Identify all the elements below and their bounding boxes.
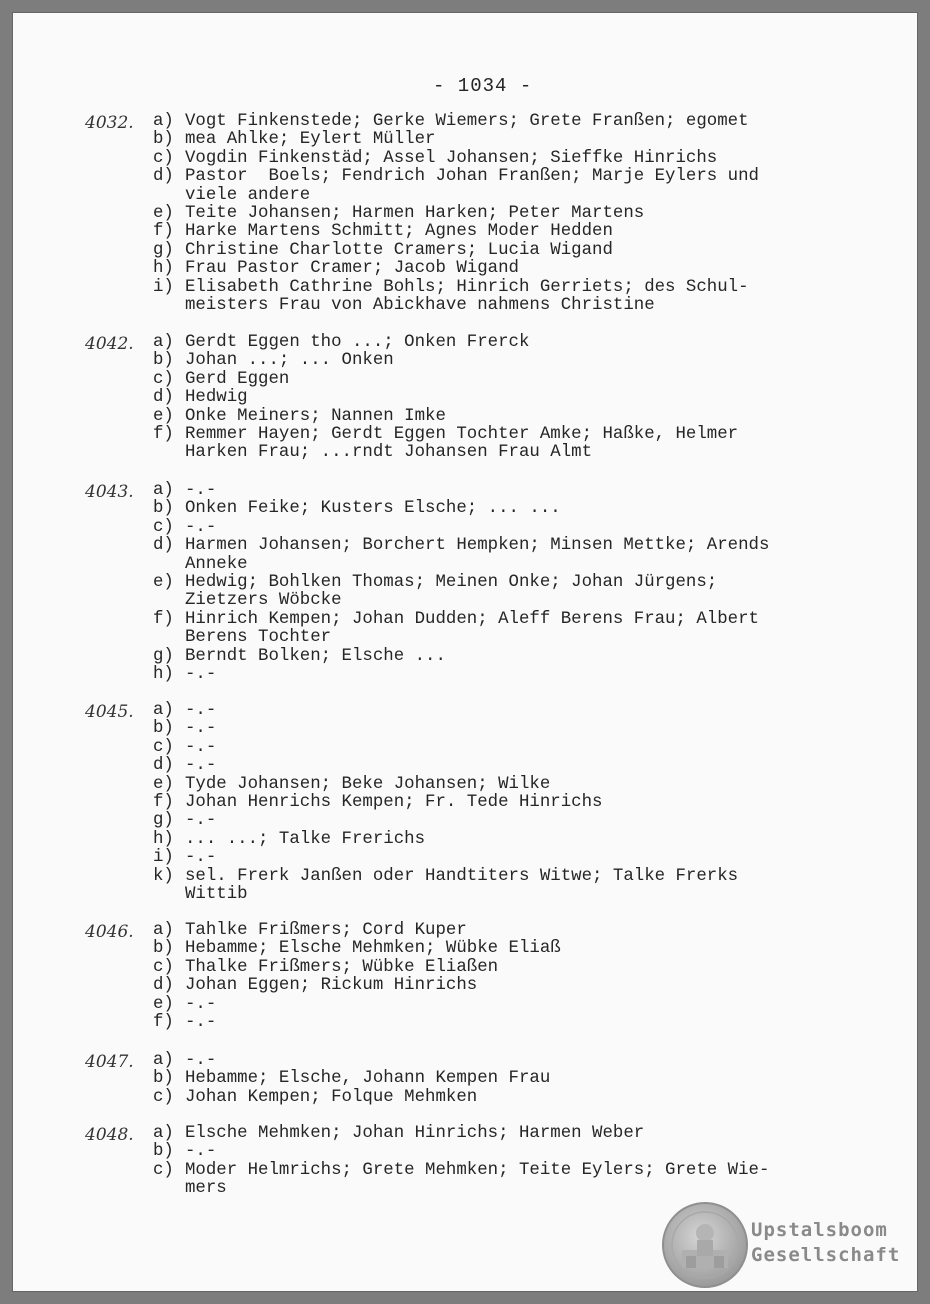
- entry-line: [13, 831, 917, 849]
- entry-line-letter: a): [153, 1124, 174, 1143]
- entry-number: 4046.: [85, 922, 134, 942]
- entry-line-letter: e): [153, 573, 174, 592]
- entry-line-text: Pastor Boels; Fendrich Johan Franßen; Marje Eylers und: [185, 167, 759, 187]
- entry-line-letter: h): [153, 665, 174, 684]
- entry-line-text: -.-: [185, 481, 217, 500]
- entry-line-text: Onken Feike; Kusters Elsche; ... ...: [185, 499, 561, 519]
- entry-number: 4042.: [85, 334, 134, 354]
- entry-line-text: Wittib: [185, 885, 248, 904]
- entry-line-letter: c): [153, 957, 174, 977]
- entry-line-text: -.-: [185, 665, 217, 684]
- entry-line-text: mers: [185, 1179, 227, 1199]
- entry-line-text: Johan Kempen; Folque Mehmken: [185, 1087, 478, 1107]
- entry-line-text: -.-: [185, 719, 217, 739]
- entry-line-letter: g): [153, 240, 174, 260]
- entry-line: [13, 1125, 917, 1143]
- entry-line: [13, 537, 917, 555]
- entry-line-text: -.-: [185, 811, 217, 831]
- entry-line-letter: f): [153, 222, 174, 242]
- entry-line-text: Onke Meiners; Nannen Imke: [185, 406, 446, 426]
- page-number: - 1034 -: [433, 75, 533, 97]
- entry-line-letter: c): [153, 1087, 174, 1107]
- entry-line-text: Moder Helmrichs; Grete Mehmken; Teite Eylers; Grete Wie-: [185, 1160, 770, 1180]
- entry-line-text: Berens Tochter: [185, 628, 332, 648]
- entry-line-letter: f): [153, 793, 174, 812]
- entry-line-text: Johan ...; ... Onken: [185, 351, 394, 371]
- entry-line: [13, 1014, 917, 1032]
- entry-line: [13, 794, 917, 812]
- entry-line-letter: i): [153, 848, 174, 868]
- entry-line: [13, 113, 917, 131]
- entry-line-text: -.-: [185, 1051, 217, 1070]
- entry-line-letter: g): [153, 646, 174, 666]
- entry-line-text: Christine Charlotte Cramers; Lucia Wigand: [185, 240, 613, 260]
- entry-line-letter: k): [153, 866, 174, 886]
- entry-line: [13, 611, 917, 629]
- entry-line: [13, 389, 917, 407]
- entry-line: [13, 666, 917, 684]
- entry-line: [13, 131, 917, 149]
- entry-line: [13, 556, 917, 574]
- entry-line-letter: d): [153, 756, 174, 776]
- seal-logo-icon: [660, 1200, 750, 1290]
- entry-line: [13, 940, 917, 958]
- entry-line-text: Berndt Bolken; Elsche ...: [185, 646, 446, 666]
- entry-line: [13, 812, 917, 830]
- entry-line-letter: a): [153, 701, 174, 720]
- entry-line: [13, 242, 917, 260]
- entry-line-text: ... ...; Talke Frerichs: [185, 829, 426, 849]
- entry-line-text: -.-: [185, 1142, 217, 1162]
- entry-line: [13, 959, 917, 977]
- logo-line-2: Gesellschaft: [751, 1244, 901, 1266]
- entry-line: [13, 1143, 917, 1161]
- entry-line-letter: a): [153, 1051, 174, 1070]
- entry-line-text: Harke Martens Schmitt; Agnes Moder Hedden: [185, 222, 613, 242]
- entry-line-text: Gerdt Eggen tho ...; Onken Frerck: [185, 333, 530, 352]
- entry-line-letter: a): [153, 333, 174, 352]
- entry-number: 4045.: [85, 702, 134, 722]
- entry-line-text: -.-: [185, 737, 217, 757]
- entry-line-letter: a): [153, 112, 174, 131]
- entry-number: 4048.: [85, 1125, 134, 1145]
- entry-line-letter: c): [153, 737, 174, 757]
- entry-number: 4043.: [85, 482, 134, 502]
- entry-line: [13, 1180, 917, 1198]
- entry-line: [13, 519, 917, 537]
- entry-number: 4047.: [85, 1052, 134, 1072]
- entry-line-text: -.-: [185, 1013, 217, 1032]
- entry-line-text: Harken Frau; ...rndt Johansen Frau Almt: [185, 443, 593, 463]
- entry-line: [13, 739, 917, 757]
- entry-line: [13, 849, 917, 867]
- entry-line-letter: f): [153, 425, 174, 444]
- entry-number: 4032.: [85, 113, 134, 133]
- entry-line: [13, 996, 917, 1014]
- entry-line-letter: b): [153, 130, 174, 150]
- entry-line-letter: e): [153, 994, 174, 1014]
- entry-line: [13, 168, 917, 186]
- entry-line-text: Frau Pastor Cramer; Jacob Wigand: [185, 259, 519, 279]
- entry-line-letter: e): [153, 204, 174, 223]
- entry-line-letter: d): [153, 536, 174, 556]
- entry-line: [13, 1089, 917, 1107]
- entry-line-text: Elisabeth Cathrine Bohls; Hinrich Gerriets; des Schul-: [185, 277, 749, 297]
- entry-line-letter: d): [153, 167, 174, 187]
- entry-line-text: Anneke: [185, 554, 248, 574]
- entry-line-text: Harmen Johansen; Borchert Hempken; Minsen Mettke; Arends: [185, 536, 770, 556]
- entry-line-text: meisters Frau von Abickhave nahmens Christine: [185, 296, 655, 315]
- entry-line-letter: c): [153, 369, 174, 389]
- entry-line: [13, 922, 917, 940]
- entry-line: [13, 720, 917, 738]
- entry-line-letter: g): [153, 811, 174, 831]
- entry-line: [13, 629, 917, 647]
- entry-line: [13, 279, 917, 297]
- entry-line-letter: f): [153, 609, 174, 629]
- entry-line-text: Johan Henrichs Kempen; Fr. Tede Hinrichs: [185, 793, 603, 812]
- entry-line: [13, 1070, 917, 1088]
- entry-line-letter: a): [153, 481, 174, 500]
- entry-line: [13, 334, 917, 352]
- entry-line-text: -.-: [185, 994, 217, 1014]
- entry-line-text: Thalke Frißmers; Wübke Eliaßen: [185, 957, 499, 977]
- entry-line-letter: b): [153, 939, 174, 959]
- society-logo-text: [751, 1218, 900, 1268]
- entry-line-text: Hebamme; Elsche, Johann Kempen Frau: [185, 1069, 551, 1089]
- entry-line-text: Hebamme; Elsche Mehmken; Wübke Eliaß: [185, 939, 561, 959]
- logo-line-1: Upstalsboom: [751, 1219, 888, 1241]
- entry-line-letter: b): [153, 1142, 174, 1162]
- entry-line: [13, 205, 917, 223]
- entry-line-text: sel. Frerk Janßen oder Handtiters Witwe; Talke Frerks: [185, 866, 739, 886]
- entry-line: [13, 757, 917, 775]
- entry-line-letter: d): [153, 388, 174, 408]
- entry-line-letter: i): [153, 277, 174, 297]
- entry-line-text: -.-: [185, 756, 217, 776]
- entry-line-text: Elsche Mehmken; Johan Hinrichs; Harmen Weber: [185, 1124, 645, 1143]
- entry-line: [13, 1052, 917, 1070]
- entry-line: [13, 408, 917, 426]
- entry-line-letter: c): [153, 1160, 174, 1180]
- entry-line-letter: e): [153, 774, 174, 794]
- entry-line: [13, 482, 917, 500]
- entry-line-letter: h): [153, 259, 174, 279]
- entry-line-text: Hinrich Kempen; Johan Dudden; Aleff Berens Frau; Albert: [185, 609, 759, 629]
- entry-line-text: Teite Johansen; Harmen Harken; Peter Martens: [185, 204, 645, 223]
- entry-line: [13, 868, 917, 886]
- entry-line: [13, 776, 917, 794]
- entry-line-letter: b): [153, 719, 174, 739]
- entry-line: [13, 574, 917, 592]
- entry-line-text: Johan Eggen; Rickum Hinrichs: [185, 976, 478, 996]
- entry-line: [13, 886, 917, 904]
- entry-line-text: -.-: [185, 517, 217, 537]
- entry-line-text: Tyde Johansen; Beke Johansen; Wilke: [185, 774, 551, 794]
- entry-line-letter: b): [153, 1069, 174, 1089]
- entry-line-text: Gerd Eggen: [185, 369, 290, 389]
- entry-line-letter: c): [153, 517, 174, 537]
- entry-line: [13, 648, 917, 666]
- entry-line: [13, 223, 917, 241]
- entry-line: [13, 260, 917, 278]
- entry-line-text: -.-: [185, 701, 217, 720]
- entry-line: [13, 371, 917, 389]
- entry-line: [13, 150, 917, 168]
- entry-line: [13, 1162, 917, 1180]
- entry-line-text: Tahlke Frißmers; Cord Kuper: [185, 921, 467, 940]
- document-page: [13, 13, 917, 1291]
- entry-line: [13, 702, 917, 720]
- entry-line: [13, 592, 917, 610]
- entry-line-letter: c): [153, 148, 174, 168]
- entry-line: [13, 500, 917, 518]
- entry-line-text: Vogt Finkenstede; Gerke Wiemers; Grete Franßen; egomet: [185, 112, 749, 131]
- entry-line-text: Vogdin Finkenstäd; Assel Johansen; Sieffke Hinrichs: [185, 148, 718, 168]
- entry-line-letter: h): [153, 829, 174, 849]
- entry-line-letter: b): [153, 499, 174, 519]
- entry-line-letter: b): [153, 351, 174, 371]
- entry-line-text: mea Ahlke; Eylert Müller: [185, 130, 436, 150]
- entry-line: [13, 977, 917, 995]
- entry-line: [13, 426, 917, 444]
- entry-line-text: Hedwig; Bohlken Thomas; Meinen Onke; Johan Jürgens;: [185, 573, 718, 592]
- entry-line-text: Hedwig: [185, 388, 248, 408]
- entry-line: [13, 352, 917, 370]
- entry-line-letter: e): [153, 406, 174, 426]
- entry-line-letter: f): [153, 1013, 174, 1032]
- entry-line-text: Remmer Hayen; Gerdt Eggen Tochter Amke; Haßke, Helmer: [185, 425, 739, 444]
- entry-line: [13, 187, 917, 205]
- entry-line: [13, 297, 917, 315]
- entry-line-letter: d): [153, 976, 174, 996]
- entry-line-letter: a): [153, 921, 174, 940]
- entry-line-text: Zietzers Wöbcke: [185, 591, 342, 611]
- entry-line-text: viele andere: [185, 185, 311, 205]
- entry-line-text: -.-: [185, 848, 217, 868]
- entry-line: [13, 444, 917, 462]
